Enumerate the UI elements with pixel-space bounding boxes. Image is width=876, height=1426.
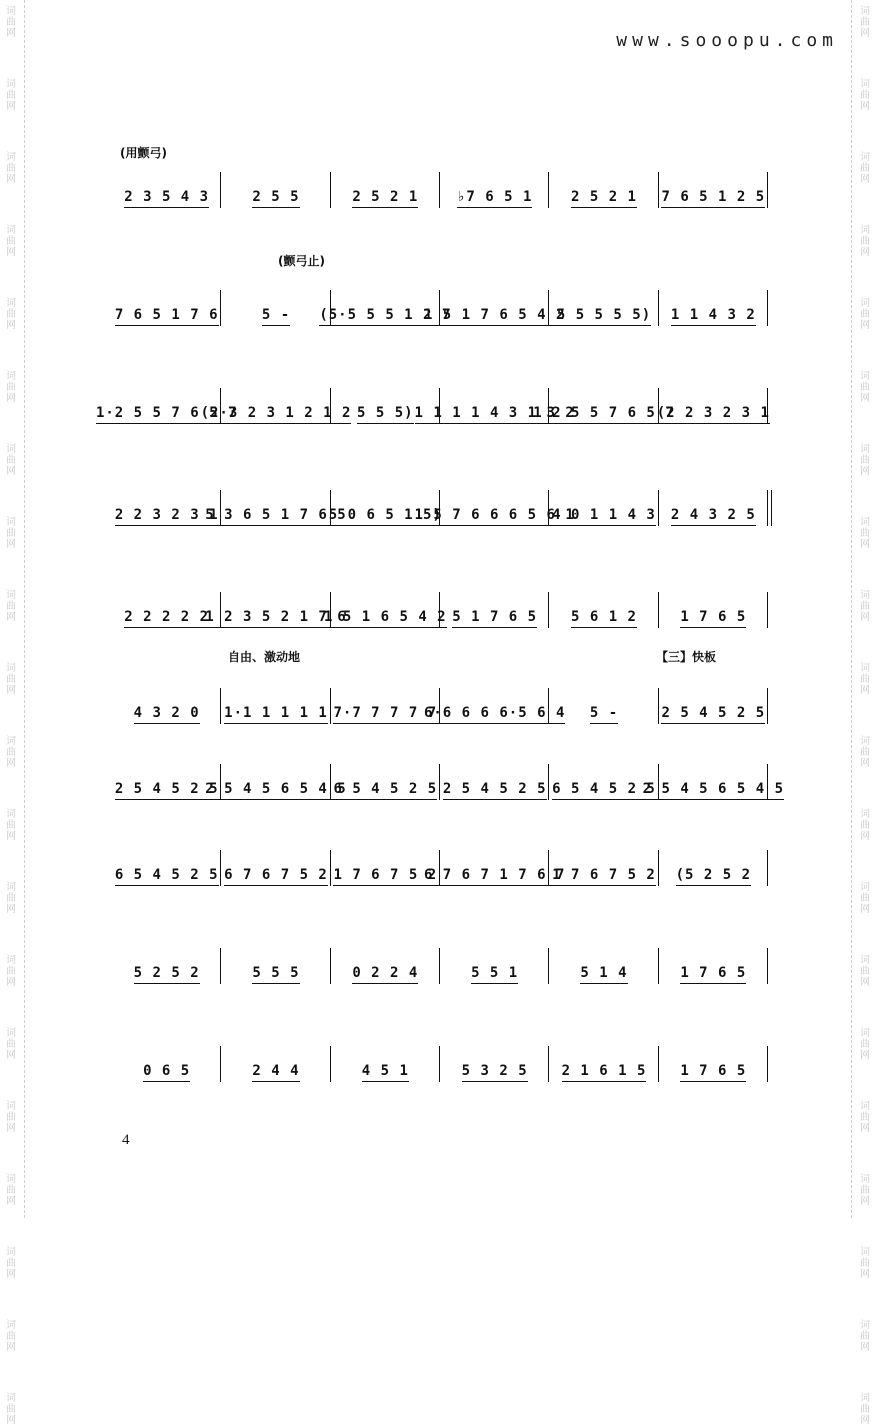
- measure: [335, 944, 436, 984]
- barline: [220, 850, 221, 886]
- note-group: 7 6 5 1 7 6: [115, 307, 219, 326]
- watermark-glyph: 词 曲 网: [6, 663, 16, 696]
- barline: [548, 1046, 549, 1082]
- measure: [205, 486, 347, 526]
- barline: [658, 290, 659, 326]
- measure: [663, 1042, 764, 1082]
- watermark-glyph: 词 曲 网: [6, 517, 16, 550]
- measure: [116, 684, 217, 724]
- watermark-glyph: 词 曲 网: [6, 225, 16, 258]
- barline: [548, 490, 549, 526]
- note-group: 2 4 3 2 5: [671, 507, 756, 526]
- measure: [553, 760, 654, 800]
- note-group: 4 5 1: [362, 1063, 409, 1082]
- staff-row: [112, 760, 785, 816]
- measure: [205, 588, 347, 628]
- note-group: 7·7 7 7 7 7: [333, 705, 437, 724]
- measure: [116, 760, 217, 800]
- measure: [335, 1042, 436, 1082]
- note-group: 1 2 5 5 7 6 5 7: [533, 405, 674, 424]
- measure: [656, 384, 770, 424]
- barline: [767, 688, 768, 724]
- barline: [220, 688, 221, 724]
- note-group: 2 2 2 2 2: [124, 609, 209, 628]
- barline: [767, 172, 768, 208]
- measure: [225, 684, 326, 724]
- tempo-annotation: 自由、激动地: [228, 650, 301, 664]
- barline: [220, 172, 221, 208]
- barline: [548, 850, 549, 886]
- note-group: 2 5 4 5 6 5 4 5: [205, 781, 346, 800]
- note-group: 2 5 5: [252, 189, 299, 208]
- note-group: 2 5 2 1: [571, 189, 637, 208]
- note-group: 6 5 4 5 2 5: [115, 867, 219, 886]
- measure: [553, 588, 654, 628]
- barline: [330, 388, 331, 424]
- measure: [423, 286, 566, 326]
- watermark-glyph: 词 曲 网: [6, 444, 16, 477]
- barline: [220, 1046, 221, 1082]
- measure: [335, 168, 436, 208]
- measure: [414, 486, 575, 526]
- measure: [116, 1042, 217, 1082]
- staff-row: [112, 1042, 768, 1098]
- watermark-glyph: 词 曲 网: [6, 298, 16, 331]
- watermark-glyph: 词 曲 网: [860, 1028, 870, 1061]
- note-group: 5 5 5: [252, 965, 299, 984]
- staff-row: [112, 684, 768, 740]
- measure: [663, 168, 764, 208]
- watermark-glyph: 词 曲 网: [6, 1028, 16, 1061]
- barline: [439, 764, 440, 800]
- note-group: (2 2 3 2 3 1: [657, 405, 770, 424]
- measure: [116, 286, 217, 326]
- watermark-glyph: 词 曲 网: [6, 79, 16, 112]
- watermark-glyph: 词 曲 网: [860, 298, 870, 331]
- watermark-glyph: 词 曲 网: [860, 6, 870, 39]
- measure: [414, 384, 575, 424]
- watermark-glyph: 词 曲 网: [6, 152, 16, 185]
- barline: [330, 850, 331, 886]
- watermark-glyph: 词 曲 网: [6, 809, 16, 842]
- watermark-glyph: 词 曲 网: [860, 79, 870, 112]
- watermark-glyph: 词 曲 网: [6, 1393, 16, 1426]
- note-group: 6 5 4 5 2 5: [552, 781, 656, 800]
- measure: [116, 486, 217, 526]
- measure: [225, 944, 326, 984]
- note-group: 6 7 6 7 5 2: [224, 867, 328, 886]
- barline: [658, 172, 659, 208]
- note-group: 7 6 5 1 2 5: [661, 189, 765, 208]
- measure: [553, 168, 654, 208]
- note-group: 1·1 1 1 1 1: [224, 705, 328, 724]
- barline: [658, 688, 659, 724]
- barline: [767, 764, 768, 800]
- barline: [767, 592, 768, 628]
- page-number: 4: [122, 1132, 130, 1148]
- measure: [444, 760, 545, 800]
- note-group: 2 5 4 5 2 5: [443, 781, 547, 800]
- barline: [767, 490, 772, 526]
- barline: [439, 1046, 440, 1082]
- note-group: (5 2 5 2: [676, 867, 751, 886]
- right-margin-dashed-line: [851, 0, 852, 1218]
- note-group: 5 -: [262, 307, 290, 326]
- section-label: 【三】快板: [656, 650, 717, 664]
- measure: [553, 486, 654, 526]
- barline: [767, 850, 768, 886]
- watermark-glyph: 词 曲 网: [860, 955, 870, 988]
- note-group: 5 3 6 5 1 7 6 5: [205, 507, 346, 526]
- note-group: 4 0 1 1 4 3: [552, 507, 656, 526]
- note-group: 5 -: [590, 705, 618, 724]
- measure: [225, 286, 326, 326]
- watermark-glyph: 词 曲 网: [6, 1247, 16, 1280]
- watermark-glyph: 词 曲 网: [860, 152, 870, 185]
- note-group: 1·2 5 5 7 6 5 7: [96, 405, 237, 424]
- barline: [548, 688, 549, 724]
- note-group: 5 0 6 5 1 5): [329, 507, 442, 526]
- watermark-glyph: 词 曲 网: [860, 882, 870, 915]
- watermark-glyph: 词 曲 网: [860, 663, 870, 696]
- measure: [663, 588, 764, 628]
- watermark-glyph: 词 曲 网: [860, 590, 870, 623]
- watermark-glyph: 词 曲 网: [6, 6, 16, 39]
- barline: [658, 1046, 659, 1082]
- measure: [335, 846, 436, 886]
- barline: [548, 290, 549, 326]
- note-group: 2 3 5 4 3: [124, 189, 209, 208]
- measure: [444, 168, 545, 208]
- watermark-glyph: 词 曲 网: [860, 517, 870, 550]
- measure: [642, 760, 785, 800]
- barline: [330, 1046, 331, 1082]
- barline: [220, 948, 221, 984]
- note-group: 6·6 6 6 6·5 6 4: [424, 705, 565, 724]
- note-group: 5 6 1 2: [571, 609, 637, 628]
- note-group: 5 1 4: [580, 965, 627, 984]
- measure: [225, 168, 326, 208]
- measure: [663, 684, 764, 724]
- watermark-glyph: 词 曲 网: [860, 1174, 870, 1207]
- measure: [225, 846, 326, 886]
- watermark-glyph: 词 曲 网: [6, 1320, 16, 1353]
- barline: [548, 764, 549, 800]
- watermark-glyph: 词 曲 网: [860, 1247, 870, 1280]
- note-group: 2 1 6 1 5: [562, 1063, 647, 1082]
- measure: [225, 1042, 326, 1082]
- note-group: 1 5 7 6 6 6 5 6 1: [415, 507, 575, 526]
- measure: [663, 846, 764, 886]
- measure: [200, 384, 352, 424]
- measure: [116, 588, 217, 628]
- measure: [444, 588, 545, 628]
- left-margin-dashed-line: [24, 0, 25, 1218]
- note-group: 1 1 1 1 4 3 1 3 2: [415, 405, 575, 424]
- measure: [444, 1042, 545, 1082]
- watermark-glyph: 词 曲 网: [6, 1101, 16, 1134]
- note-group: 1 7 6 5: [680, 609, 746, 628]
- measure: [663, 944, 764, 984]
- note-group: 5 5 5): [357, 405, 414, 424]
- barline: [439, 592, 440, 628]
- barline: [658, 592, 659, 628]
- barline: [548, 948, 549, 984]
- measure: [444, 944, 545, 984]
- note-group: 5 5 1: [471, 965, 518, 984]
- watermark-glyph: 词 曲 网: [6, 371, 16, 404]
- barline: [330, 764, 331, 800]
- note-group: 5 3 2 5: [462, 1063, 528, 1082]
- watermark-glyph: 词 曲 网: [860, 1393, 870, 1426]
- watermark-glyph: 词 曲 网: [860, 736, 870, 769]
- watermark-glyph: 词 曲 网: [6, 955, 16, 988]
- watermark-glyph: 词 曲 网: [860, 809, 870, 842]
- note-group: 1 7 6 7 5 2: [552, 867, 656, 886]
- note-group: 2 5 4 5 6 5 4 5: [643, 781, 784, 800]
- note-group: (2·3 2 3 1 2 1 2: [201, 405, 352, 424]
- note-group: 1 1 4 3 2: [671, 307, 756, 326]
- note-group: 1 7 6 5: [680, 1063, 746, 1082]
- note-group: 1 5 1 7 6 5 4 2: [424, 307, 565, 326]
- watermark-glyph: 词 曲 网: [6, 882, 16, 915]
- barline: [330, 948, 331, 984]
- note-group: 2 4 4: [252, 1063, 299, 1082]
- site-url: www.sooopu.com: [616, 30, 838, 51]
- measure: [319, 286, 452, 326]
- barline: [658, 850, 659, 886]
- barline: [548, 172, 549, 208]
- note-group: (5·5 5 5 1 2 7: [319, 307, 451, 326]
- note-group: 0 2 2 4: [352, 965, 418, 984]
- note-group: 2 5 4 5 2 5: [661, 705, 765, 724]
- measure: [663, 286, 764, 326]
- note-group: 6 7 6 7 1 7 6 7: [424, 867, 565, 886]
- watermark-glyph: 词 曲 网: [6, 736, 16, 769]
- bow-start-annotation: (用颤弓): [120, 146, 167, 160]
- measure: [205, 760, 347, 800]
- note-group: 5 5 5 5 5): [557, 307, 651, 326]
- watermark-glyph: 词 曲 网: [860, 225, 870, 258]
- note-group: 1 5 1 6 5 4 2: [324, 609, 447, 628]
- note-group: 5 2 5 2: [134, 965, 200, 984]
- note-group: 0 6 5: [143, 1063, 190, 1082]
- watermark-glyph: 词 曲 网: [860, 1320, 870, 1353]
- watermark-glyph: 词 曲 网: [860, 371, 870, 404]
- measure: [553, 944, 654, 984]
- barline: [767, 948, 768, 984]
- note-group: 2 2 3 2 3 1: [115, 507, 219, 526]
- barline: [439, 172, 440, 208]
- measure: [335, 684, 436, 724]
- watermark-glyph: 词 曲 网: [860, 1101, 870, 1134]
- measure: [116, 846, 217, 886]
- staff-row: [112, 846, 768, 902]
- watermark-glyph: 词 曲 网: [6, 590, 16, 623]
- measure: [335, 760, 436, 800]
- watermark-glyph: 词 曲 网: [860, 444, 870, 477]
- measure: [116, 944, 217, 984]
- note-group: 2 5 4 5 2 5: [115, 781, 219, 800]
- note-group: ♭7 6 5 1: [457, 189, 532, 208]
- note-group: 4 3 2 0: [134, 705, 200, 724]
- note-group: 1 7 6 7 5 2: [333, 867, 437, 886]
- watermark-column-left: [4, 0, 18, 1426]
- measure: [423, 846, 566, 886]
- measure: [663, 486, 764, 526]
- staff-row: [112, 286, 768, 342]
- note-group: 2 5 2 1: [352, 189, 418, 208]
- barline: [767, 388, 768, 424]
- staff-row: [112, 944, 768, 1000]
- barline: [767, 290, 768, 326]
- staff-row: [95, 384, 770, 440]
- barline: [767, 1046, 768, 1082]
- measure: [553, 684, 654, 724]
- note-group: 5 1 7 6 5: [452, 609, 537, 628]
- staff-row: [112, 588, 768, 644]
- barline: [220, 290, 221, 326]
- measure: [553, 846, 654, 886]
- bow-stop-annotation: (颤弓止): [278, 254, 325, 268]
- measure: [533, 384, 675, 424]
- watermark-glyph: 词 曲 网: [6, 1174, 16, 1207]
- barline: [548, 592, 549, 628]
- note-group: 6 5 4 5 2 5: [333, 781, 437, 800]
- barline: [330, 172, 331, 208]
- measure: [116, 168, 217, 208]
- measure: [423, 684, 566, 724]
- note-group: 1 2 3 5 2 1 7 6: [205, 609, 346, 628]
- measure: [553, 286, 654, 326]
- note-group: 1 7 6 5: [680, 965, 746, 984]
- staff-row: [112, 486, 768, 542]
- staff-row: [112, 168, 768, 224]
- measure: [324, 588, 447, 628]
- barline: [439, 948, 440, 984]
- barline: [658, 490, 659, 526]
- watermark-column-right: [858, 0, 872, 1426]
- barline: [658, 948, 659, 984]
- barline: [330, 688, 331, 724]
- measure: [553, 1042, 654, 1082]
